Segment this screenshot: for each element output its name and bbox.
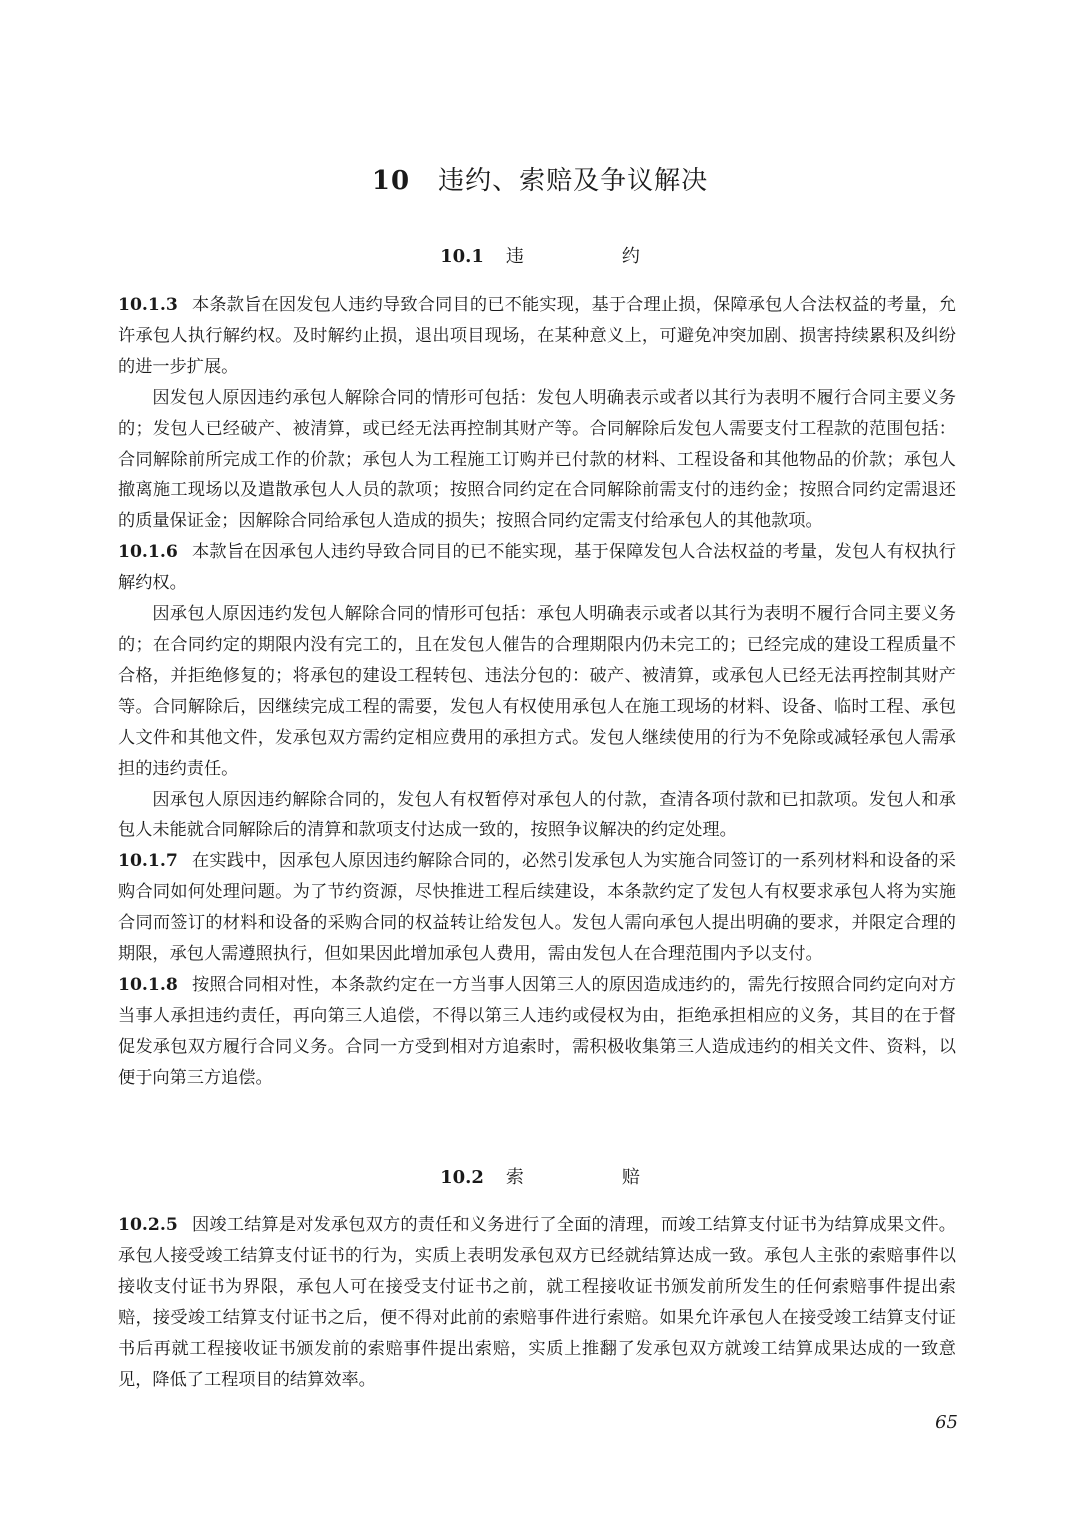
clause-paragraph — [118, 1210, 956, 1395]
clause-paragraph — [118, 290, 956, 383]
clause-number: 10.1.7 — [118, 851, 178, 872]
clause-number: 10.1.8 — [118, 974, 178, 995]
clause-number: 10.2.5 — [118, 1215, 178, 1235]
paragraph-text: 本条款旨在因发包人违约导致合同目的已不能实现，基于合理止损，保障承包人合法权益的考量，允许承包人执行解约权。及时解约止损，退出项目现场，在某种意义上，可避免冲突加剧、损害持续累积及纠纷的进一步扩展。 — [118, 295, 956, 377]
clause-paragraph — [118, 970, 956, 1094]
section-number: 10.1 — [440, 246, 484, 267]
section-heading — [0, 1163, 1080, 1189]
paragraph-text: 因发包人原因违约承包人解除合同的情形可包括：发包人明确表示或者以其行为表明不履行合同主要义务的；发包人已经破产、被清算，或已经无法再控制其财产等。合同解除后发包人需要支付工程款的范围包括：合同解除前所完成工作的价款；承包人为工程施工订购并已付款的材料、工程设备和其他物品的价款；承包人撤离施工现场以及遣散承包人人员的款项；按照合同约定在合同解除前需支付的违约金；按照合同约定需退还的质量保证金；因解除合同给承包人造成的损失；按照合同约定需支付给承包人的其他款项。 — [118, 387, 956, 532]
clause-number: 10.1.3 — [118, 295, 178, 315]
section-10-2-body — [118, 1210, 956, 1395]
clause-paragraph — [118, 537, 956, 599]
paragraph-text: 因竣工结算是对发承包双方的责任和义务进行了全面的清理，而竣工结算支付证书为结算成果文件。承包人接受竣工结算支付证书的行为，实质上表明发承包双方已经就结算达成一致。承包人主张的索赔事件以接收支付证书为界限，承包人可在接受支付证书之前，就工程接收证书颁发前所发生的任何索赔事件提出索赔，接受竣工结算支付证书之后，便不得对此前的索赔事件进行索赔。如果允许承包人在接受竣工结算支付证书后再就工程接收证书颁发前的索赔事件提出索赔，实质上推翻了发承包双方就竣工结算成果达成的一致意见，降低了工程项目的结算效率。 — [118, 1215, 956, 1390]
body-paragraph — [118, 785, 956, 847]
paragraph-text: 本款旨在因承包人违约导致合同目的已不能实现，基于保障发包人合法权益的考量，发包人有权执行解约权。 — [118, 542, 956, 594]
chapter-title — [0, 160, 1080, 197]
body-paragraph — [118, 383, 956, 538]
paragraph-text: 因承包人原因违约发包人解除合同的情形可包括：承包人明确表示或者以其行为表明不履行合同主要义务的；在合同约定的期限内没有完工的，且在发包人催告的合理期限内仍未完工的；已经完成的建设工程质量不合格，并拒绝修复的；将承包的建设工程转包、违法分包的：破产、被清算，或承包人已经无法再控制其财产等。合同解除后，因继续完成工程的需要，发包人有权使用承包人在施工现场的材料、设备、临时工程、承包人文件和其他文件，发承包双方需约定相应费用的承担方式。发包人继续使用的行为不免除或减轻承包人需承担的违约责任。 — [118, 604, 956, 779]
chapter-name: 违约、索赔及争议解决 — [438, 166, 709, 196]
paragraph-text: 在实践中，因承包人原因违约解除合同的，必然引发承包人为实施合同签订的一系列材料和设备的采购合同如何处理问题。为了节约资源，尽快推进工程后续建设，本条款约定了发包人有权要求承包人将为实施合同而签订的材料和设备的采购合同的权益转让给发包人。发包人需向承包人提出明确的要求，并限定合理的期限，承包人需遵照执行，但如果因此增加承包人费用，需由发包人在合理范围内予以支付。 — [118, 851, 956, 965]
section-name: 违 约 — [505, 246, 680, 267]
chapter-number: 10 — [371, 166, 411, 196]
section-heading — [0, 242, 1080, 268]
section-10-1-body — [118, 290, 956, 1094]
section-number: 10.2 — [440, 1167, 484, 1188]
body-paragraph — [118, 599, 956, 784]
page-number: 65 — [935, 1412, 958, 1433]
clause-number: 10.1.6 — [118, 542, 178, 563]
paragraph-text: 因承包人原因违约解除合同的，发包人有权暂停对承包人的付款，查清各项付款和已扣款项。发包人和承包人未能就合同解除后的清算和款项支付达成一致的，按照争议解决的约定处理。 — [118, 789, 956, 841]
section-name: 索 赔 — [505, 1167, 680, 1188]
clause-paragraph — [118, 846, 956, 970]
paragraph-text: 按照合同相对性，本条款约定在一方当事人因第三人的原因造成违约的，需先行按照合同约定向对方当事人承担违约责任，再向第三人追偿，不得以第三人违约或侵权为由，拒绝承担相应的义务，其目的在于督促发承包双方履行合同义务。合同一方受到相对方追索时，需积极收集第三人造成违约的相关文件、资料，以便于向第三方追偿。 — [118, 974, 956, 1088]
